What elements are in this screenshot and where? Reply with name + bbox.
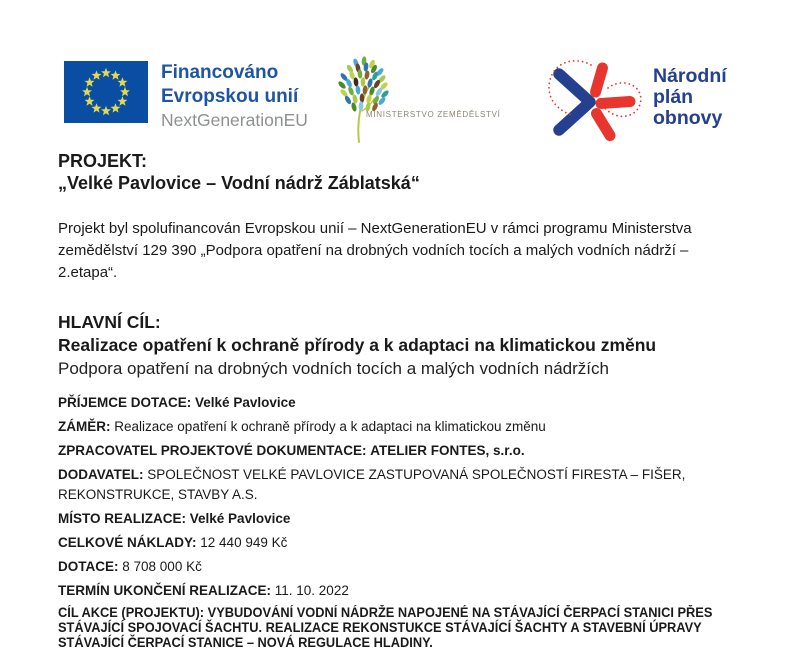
npo-text-line2: plán bbox=[653, 86, 694, 108]
details-list bbox=[58, 393, 750, 601]
npo-text-line3: obnovy bbox=[653, 107, 723, 129]
eu-flag-icon bbox=[64, 61, 148, 123]
npo-symbol-icon bbox=[545, 57, 647, 145]
eu-text-line3: NextGenerationEU bbox=[161, 110, 308, 130]
eu-funding-text bbox=[161, 61, 308, 132]
detail-label: CELKOVÉ NÁKLADY: bbox=[58, 535, 197, 550]
goal-paragraph bbox=[58, 605, 750, 651]
project-heading: PROJEKT: bbox=[58, 151, 148, 171]
detail-label: TERMÍN UKONČENÍ REALIZACE: bbox=[58, 583, 271, 598]
detail-label: DOTACE: bbox=[58, 559, 119, 574]
main-goal-line2: Podpora opatření na drobných vodních tocích a malých vodních nádržích bbox=[58, 359, 609, 378]
detail-label: ZÁMĚR: bbox=[58, 419, 111, 434]
detail-label: ZPRACOVATEL PROJEKTOVÉ DOKUMENTACE: bbox=[58, 443, 367, 458]
project-title: „Velké Pavlovice – Vodní nádrž Záblatská“ bbox=[58, 173, 420, 193]
main-goal-line1: Realizace opatření k ochraně přírody a k adaptaci na klimatickou změnu bbox=[58, 335, 657, 355]
eu-text-line2: Evropskou unií bbox=[161, 85, 299, 107]
detail-row-zamer bbox=[58, 417, 750, 437]
detail-value: SPOLEČNOST VELKÉ PAVLOVICE ZASTUPOVANÁ SPOLEČNOSTÍ FIRESTA – FIŠER, REKONSTRUKCE, STAVBY A.S. bbox=[58, 467, 686, 502]
goal-label: CÍL AKCE (PROJEKTU): bbox=[58, 605, 205, 620]
detail-label: PŘÍJEMCE DOTACE: bbox=[58, 395, 192, 410]
project-description: Projekt byl spolufinancován Evropskou unií – NextGenerationEU v rámci programu Ministerstva zemědělství 129 390 „Podpora opatření na drobných vodních tocích a malých vodních nádrží – 2.etapa“. bbox=[58, 220, 692, 281]
detail-row-naklady bbox=[58, 533, 750, 553]
detail-row-dodavatel bbox=[58, 465, 750, 505]
national-recovery-plan-logo bbox=[545, 57, 727, 145]
detail-row-dotace bbox=[58, 557, 750, 577]
ministry-tree-icon bbox=[334, 55, 390, 145]
detail-value: Velké Pavlovice bbox=[189, 511, 291, 526]
detail-row-zpracovatel bbox=[58, 441, 750, 461]
detail-value: 8 708 000 Kč bbox=[122, 559, 202, 574]
detail-value: 11. 10. 2022 bbox=[274, 583, 349, 598]
goal-value: VYBUDOVÁNÍ VODNÍ NÁDRŽE NAPOJENÉ NA STÁVAJÍCÍ ČERPACÍ STANICI PŘES STÁVAJÍCÍ SPOJOVACÍ ŠACHTU. REALIZACE REKONSTUKCE STÁVAJÍCÍ ŠACHTY A STAVEBNÍ ÚPRAVY STÁVAJÍCÍ ČERPACÍ STANICE – NOVÁ REGULACE HLADINY. bbox=[58, 605, 713, 651]
detail-value: Realizace opatření k ochraně přírody a k adaptaci na klimatickou změnu bbox=[114, 419, 546, 434]
ministry-of-agriculture-logo bbox=[334, 55, 501, 150]
detail-value: 12 440 949 Kč bbox=[200, 535, 288, 550]
detail-label: MÍSTO REALIZACE: bbox=[58, 511, 186, 526]
document-body bbox=[58, 150, 750, 651]
detail-value: Velké Pavlovice bbox=[195, 395, 296, 410]
detail-value: ATELIER FONTES, s.r.o. bbox=[370, 443, 525, 458]
npo-text-line1: Národní bbox=[653, 65, 727, 87]
eu-text-line1: Financováno bbox=[161, 62, 279, 83]
eu-funding-logo bbox=[64, 61, 308, 132]
detail-label: DODAVATEL: bbox=[58, 467, 144, 482]
main-goal-heading: HLAVNÍ CÍL: bbox=[58, 312, 161, 332]
detail-row-prijemce bbox=[58, 393, 750, 413]
detail-row-termin bbox=[58, 581, 750, 601]
npo-text bbox=[653, 66, 727, 145]
ministry-label: MINISTERSTVO ZEMĚDĚLSTVÍ bbox=[366, 110, 501, 119]
detail-row-misto bbox=[58, 509, 750, 529]
